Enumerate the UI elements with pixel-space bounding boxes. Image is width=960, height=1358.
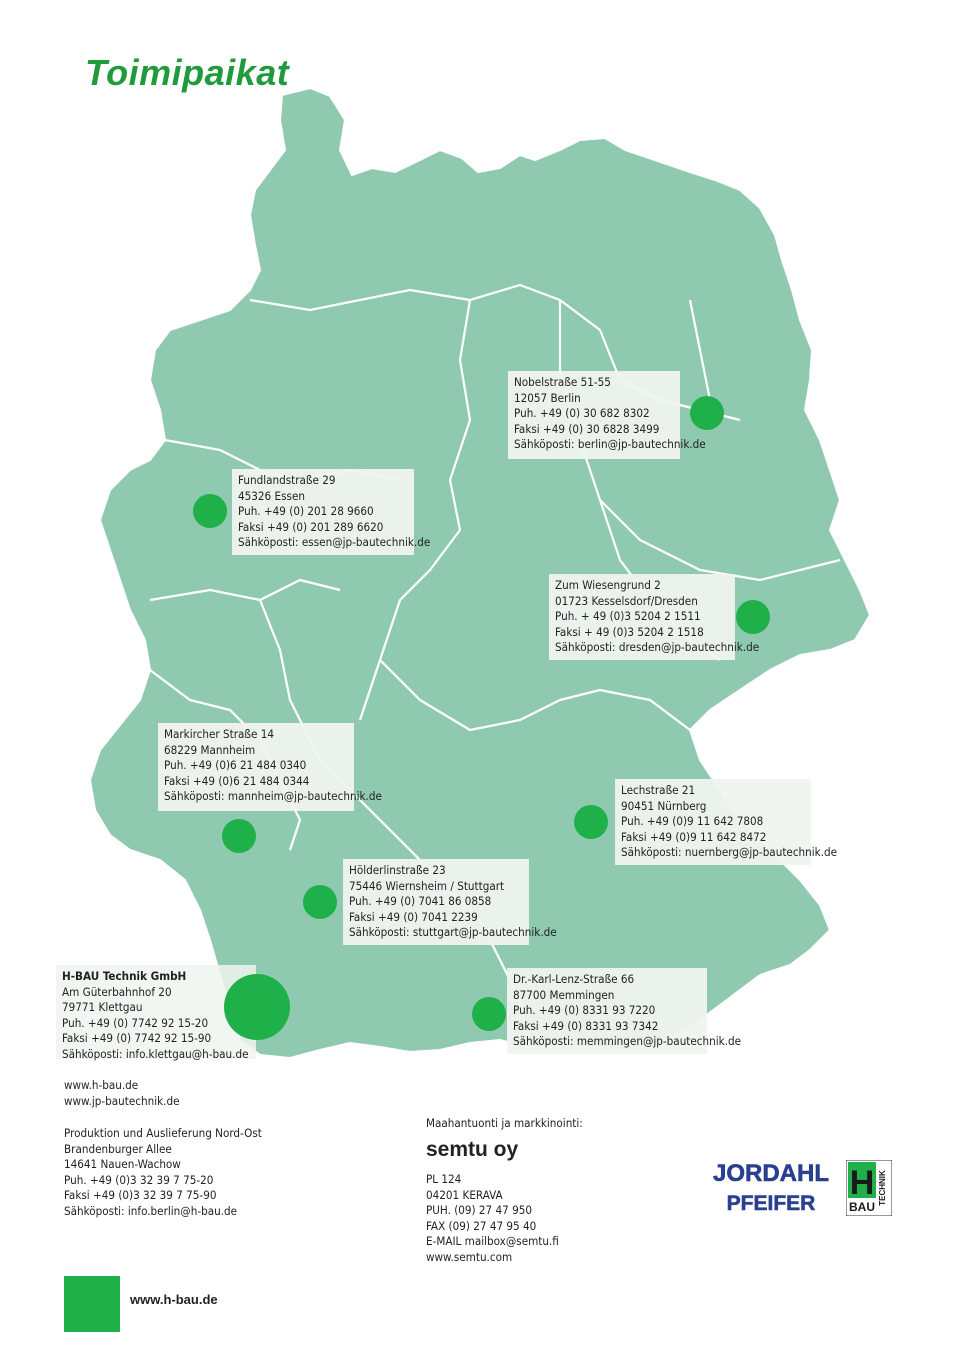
phone-line: Puh. +49 (0)6 21 484 0340 — [164, 758, 307, 772]
email-line: Sähköposti: info.klettgau@h-bau.de — [62, 1046, 249, 1061]
email-line: Sähköposti: dresden@jp-bautechnik.de — [555, 640, 760, 654]
location-marker-berlin — [690, 396, 724, 430]
web-links — [64, 1078, 180, 1109]
hbau-logo-technik: TECHNIK — [878, 1170, 887, 1206]
location-marker-memmingen — [472, 997, 506, 1031]
address-line: Nobelstraße 51-55 — [514, 375, 611, 389]
email-line: Sähköposti: essen@jp-bautechnik.de — [238, 535, 431, 549]
jordahl-logo-text: JORDAHL — [712, 1160, 830, 1186]
web-link[interactable]: www.semtu.com — [426, 1249, 513, 1264]
phone-line: Puh. + 49 (0)3 5204 2 1511 — [555, 609, 701, 623]
fax-line: Faksi +49 (0)3 32 39 7 75-90 — [64, 1188, 217, 1202]
location-card-stuttgart — [343, 859, 557, 945]
pfeifer-logo — [712, 1190, 830, 1214]
phone-line: PUH. (09) 27 47 950 — [426, 1203, 532, 1217]
address-line: Dr.-Karl-Lenz-Straße 66 — [513, 972, 635, 986]
email-line[interactable]: E-MAIL mailbox@semtu.fi — [426, 1234, 559, 1248]
address-line: Hölderlinstraße 23 — [349, 863, 446, 877]
footer-green-square — [64, 1276, 120, 1332]
fax-line: Faksi +49 (0)6 21 484 0344 — [164, 773, 310, 788]
importer-label: Maahantuonti ja markkinointi: — [426, 1116, 583, 1130]
email-line: Sähköposti: stuttgart@jp-bautechnik.de — [349, 925, 557, 939]
web-link-hbau[interactable]: www.h-bau.de — [64, 1078, 139, 1092]
fax-line: Faksi +49 (0) 201 289 6620 — [238, 519, 384, 534]
email-line: Sähköposti: mannheim@jp-bautechnik.de — [164, 789, 382, 803]
email-line: Sähköposti: berlin@jp-bautechnik.de — [514, 437, 706, 451]
page-title: Toimipaikat — [85, 52, 290, 93]
phone-line: Puh. +49 (0) 8331 93 7220 — [513, 1003, 656, 1017]
phone-line: Puh. +49 (0) 201 28 9660 — [238, 504, 374, 518]
email-line: Sähköposti: info.berlin@h-bau.de — [64, 1203, 238, 1218]
location-marker-essen — [193, 494, 227, 528]
location-card-essen — [232, 469, 431, 555]
location-card-berlin — [508, 371, 706, 459]
address-line: 79771 Klettgau — [62, 1000, 143, 1014]
address-line: 14641 Nauen-Wachow — [64, 1157, 181, 1171]
location-marker-nuernberg — [574, 805, 608, 839]
fax-line: Faksi +49 (0) 7041 2239 — [349, 909, 478, 924]
nordost-address — [64, 1126, 262, 1219]
email-line: Sähköposti: memmingen@jp-bautechnik.de — [513, 1034, 742, 1048]
address-line: 90451 Nürnberg — [621, 798, 707, 813]
phone-line: Puh. +49 (0) 7041 86 0858 — [349, 894, 492, 908]
hbau-logo-letter: H — [849, 1164, 875, 1202]
address-line: 45326 Essen — [238, 488, 305, 503]
pfeifer-logo-text: PFEIFER — [726, 1192, 816, 1214]
fax-line: FAX (09) 27 47 95 40 — [426, 1218, 537, 1233]
web-link-jp-bautechnik[interactable]: www.jp-bautechnik.de — [64, 1093, 180, 1108]
address-line: Zum Wiesengrund 2 — [555, 578, 661, 592]
phone-line: Puh. +49 (0)9 11 642 7808 — [621, 814, 764, 828]
fax-line: Faksi +49 (0) 30 6828 3499 — [514, 421, 660, 436]
address-line: Markircher Straße 14 — [164, 727, 274, 741]
importer-name: semtu oy — [426, 1138, 519, 1161]
footer-url[interactable]: www.h-bau.de — [130, 1292, 218, 1307]
address-line: 87700 Memmingen — [513, 987, 615, 1002]
address-line: Fundlandstraße 29 — [238, 473, 336, 487]
location-marker-mannheim — [222, 819, 256, 853]
hbau-logo — [846, 1160, 892, 1216]
location-card-dresden — [549, 574, 760, 660]
hbau-logo-bau: BAU — [849, 1200, 875, 1214]
fax-line: Faksi + 49 (0)3 5204 2 1518 — [555, 624, 704, 639]
phone-line: Puh. +49 (0) 7742 92 15-20 — [62, 1015, 209, 1030]
address-line: Am Güterbahnhof 20 — [62, 984, 172, 999]
location-card-nuernberg — [615, 779, 838, 865]
email-line: Sähköposti: nuernberg@jp-bautechnik.de — [621, 845, 838, 859]
address-line: 04201 KERAVA — [426, 1187, 503, 1202]
location-card-memmingen — [507, 968, 742, 1054]
company-name: H-BAU Technik GmbH — [62, 969, 187, 983]
fax-line: Faksi +49 (0) 7742 92 15-90 — [62, 1031, 212, 1045]
location-card-mannheim — [158, 723, 382, 811]
address-line: Brandenburger Allee — [64, 1141, 172, 1156]
address-line: PL 124 — [426, 1172, 462, 1186]
phone-line: Puh. +49 (0) 30 682 8302 — [514, 406, 650, 420]
address-line: 01723 Kesselsdorf/Dresden — [555, 593, 698, 608]
jordahl-logo — [712, 1158, 830, 1186]
location-marker-dresden — [736, 600, 770, 634]
address-line: 75446 Wiernsheim / Stuttgart — [349, 878, 505, 893]
fax-line: Faksi +49 (0)9 11 642 8472 — [621, 829, 767, 844]
nordost-heading: Produktion und Auslieferung Nord-Ost — [64, 1126, 262, 1140]
importer-address — [426, 1172, 559, 1265]
location-marker-klettgau — [224, 974, 290, 1040]
location-marker-stuttgart — [303, 885, 337, 919]
address-line: 68229 Mannheim — [164, 742, 256, 757]
phone-line: Puh. +49 (0)3 32 39 7 75-20 — [64, 1172, 214, 1187]
address-line: 12057 Berlin — [514, 390, 581, 405]
address-line: Lechstraße 21 — [621, 783, 696, 797]
fax-line: Faksi +49 (0) 8331 93 7342 — [513, 1018, 659, 1033]
